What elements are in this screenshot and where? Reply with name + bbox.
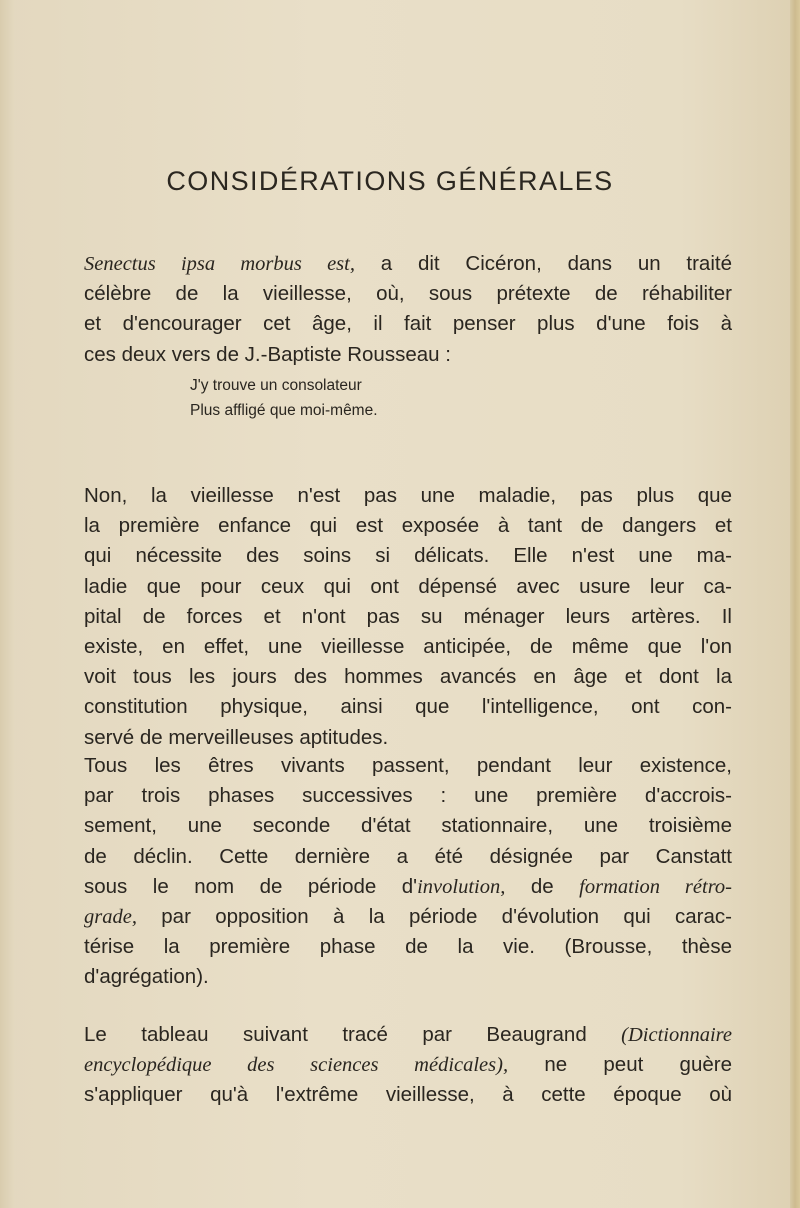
paragraph-text: de [505, 874, 580, 898]
page-edge [790, 0, 800, 1208]
paragraph-line: existe, en effet, une vieillesse anticipée, de même que l'on [84, 635, 732, 659]
paragraph-line: la première enfance qui est exposée à tant de dangers et [84, 514, 732, 538]
italic-term: grade, [84, 906, 137, 929]
italic-title: (Dictionnaire [621, 1024, 732, 1046]
paragraph-line: ces deux vers de J.-Baptiste Rousseau : [84, 342, 451, 366]
paragraph-line: servé de merveilleuses aptitudes. [84, 725, 389, 749]
verse-line: J'y trouve un consolateur [190, 377, 362, 394]
latin-quote: Senectus ipsa morbus est, [84, 253, 355, 275]
italic-term: formation rétro- [579, 875, 732, 898]
paragraph-line: et d'encourager cet âge, il fait penser plus d'une fois à [84, 312, 732, 336]
paragraph-text: sous le nom de période d' [84, 874, 418, 898]
paragraph-line: térise la première phase de la vie. (Brousse, thèse [84, 935, 732, 959]
paragraph-tableau [62, 1020, 732, 1111]
paragraph-text: ne peut guère [508, 1053, 732, 1077]
paragraph-phases [62, 751, 732, 993]
paragraph-line: Tous les êtres vivants passent, pendant leur existence, [84, 754, 732, 777]
paragraph-text: a dit Cicéron, dans un traité [354, 252, 732, 275]
paragraph-line: célèbre de la vieillesse, où, sous prétexte de réhabiliter [84, 282, 732, 306]
paragraph-line: ladie que pour ceux qui ont dépensé avec usure leur ca- [84, 574, 732, 598]
paragraph-line: constitution physique, ainsi que l'intelligence, ont con- [84, 695, 732, 719]
paragraph-intro [62, 249, 732, 370]
paragraph-line: d'agrégation). [84, 965, 209, 989]
page-title: CONSIDÉRATIONS GÉNÉRALES [166, 166, 614, 196]
paragraph-text: Le tableau suivant tracé par Beaugrand [84, 1023, 622, 1046]
verse-quote [190, 373, 378, 423]
paragraph-line: par trois phases successives : une première d'accrois- [84, 784, 732, 808]
paragraph-line: qui nécessite des soins si délicats. Elle n'est une ma- [84, 544, 732, 568]
italic-title: encyclopédique des sciences médicales), [84, 1054, 509, 1077]
paragraph-line: Non, la vieillesse n'est pas une maladie, pas plus que [84, 484, 732, 507]
paragraph-line: voit tous les jours des hommes avancés en âge et dont la [84, 665, 732, 689]
italic-term: involution, [417, 875, 506, 898]
paragraph-vieillesse [62, 481, 732, 753]
paragraph-line: pital de forces et n'ont pas su ménager leurs artères. Il [84, 604, 732, 628]
paragraph-line: de déclin. Cette dernière a été désignée par Canstatt [84, 844, 732, 868]
paragraph-line: s'appliquer qu'à l'extrême vieillesse, à cette époque où [84, 1083, 732, 1107]
paragraph-line: sement, une seconde d'état stationnaire, une troisième [84, 814, 732, 838]
verse-line: Plus affligé que moi-même. [190, 402, 378, 419]
paragraph-text: par opposition à la période d'évolution qui carac- [136, 905, 732, 929]
